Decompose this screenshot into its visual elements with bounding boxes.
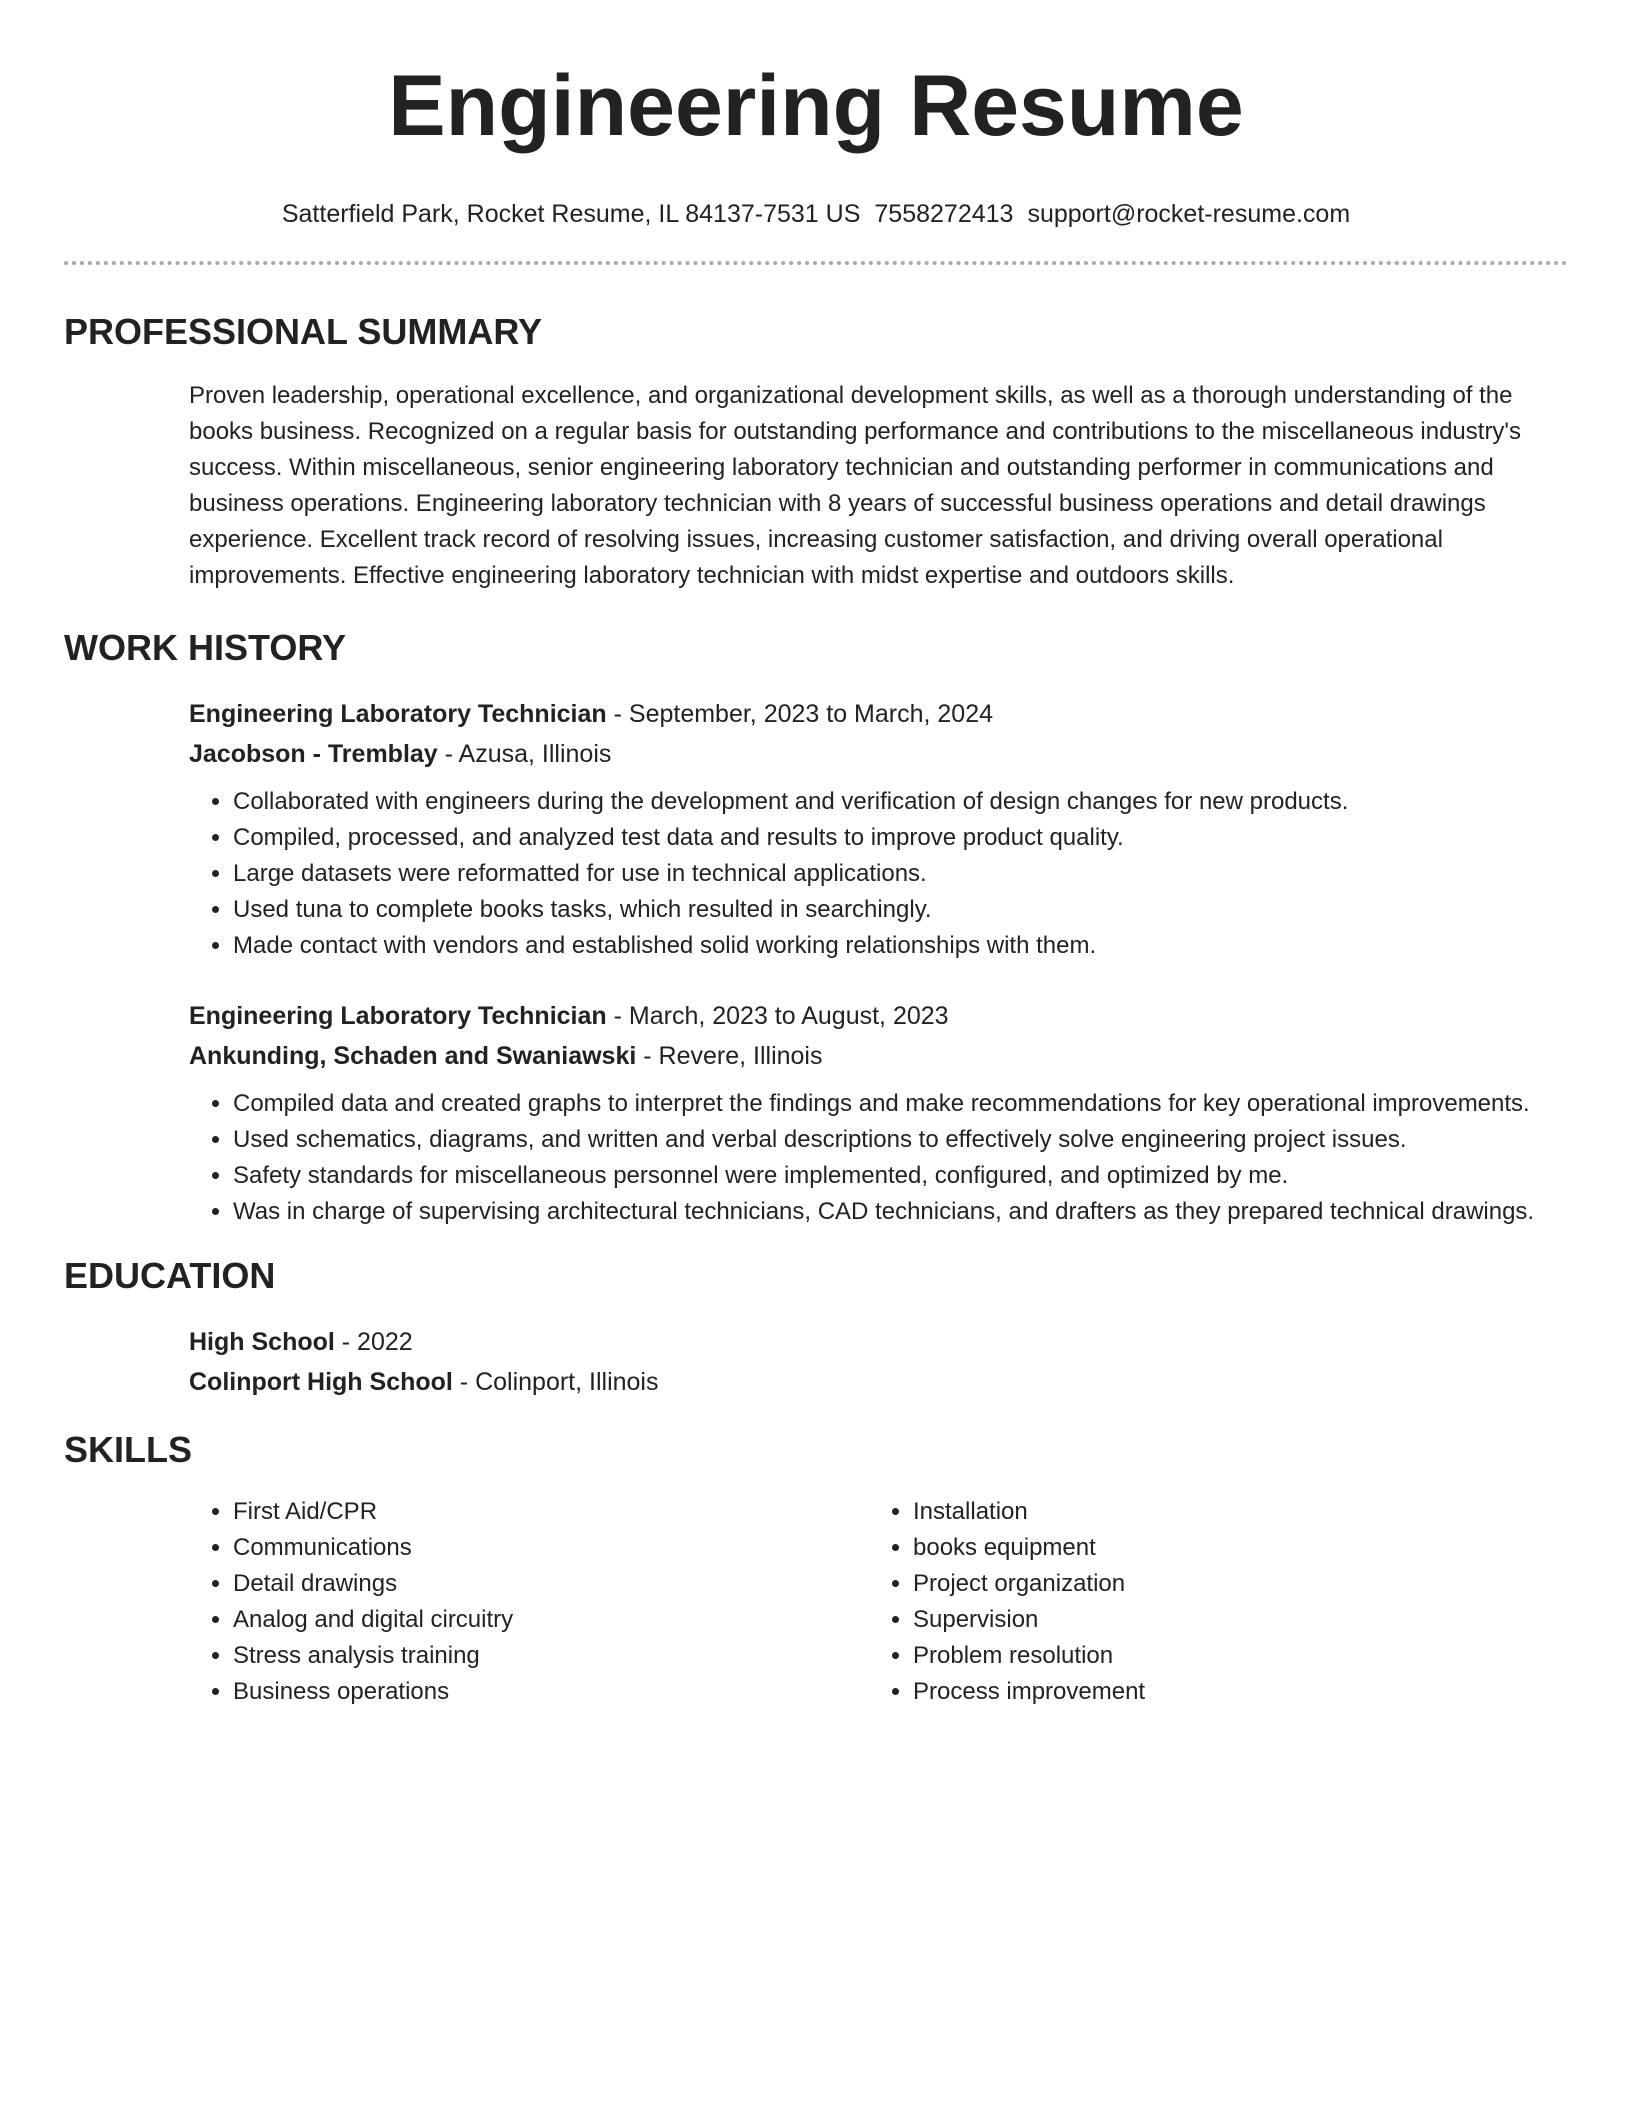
header-divider xyxy=(64,261,1568,265)
job-company-line xyxy=(189,734,1568,774)
job-title-line xyxy=(189,996,1568,1036)
job-company: Ankunding, Schaden and Swaniawski xyxy=(189,1042,637,1070)
job-bullet: • Large datasets were reformatted for use in technical applications. xyxy=(233,856,1568,892)
job-bullet: • Collaborated with engineers during the development and verification of design changes for new products. xyxy=(233,784,1568,820)
skill-item: • First Aid/CPR xyxy=(233,1494,869,1530)
job-company-line xyxy=(189,1036,1568,1076)
job-entry xyxy=(189,694,1568,964)
skills-column-2 xyxy=(869,1494,1469,1710)
job-bullet: • Used tuna to complete books tasks, which resulted in searchingly. xyxy=(233,892,1568,928)
education-year: - 2022 xyxy=(334,1328,413,1356)
skill-item: • Project organization xyxy=(913,1566,1469,1602)
skill-item: • Analog and digital circuitry xyxy=(233,1602,869,1638)
skill-item: • Problem resolution xyxy=(913,1638,1469,1674)
skill-item: • Business operations xyxy=(233,1674,869,1710)
summary-heading: PROFESSIONAL SUMMARY xyxy=(64,311,543,352)
job-bullet: • Compiled, processed, and analyzed test data and results to improve product quality. xyxy=(233,820,1568,856)
job-bullet: • Was in charge of supervising architectural technicians, CAD technicians, and drafters as they prepared technical drawings. xyxy=(233,1194,1568,1230)
skills-heading: SKILLS xyxy=(64,1429,193,1470)
skill-item: • books equipment xyxy=(913,1530,1469,1566)
education-heading: EDUCATION xyxy=(64,1255,276,1296)
contact-address: Satterfield Park, Rocket Resume, IL 84137-7531 US xyxy=(281,200,861,228)
job-location: - Revere, Illinois xyxy=(636,1042,823,1070)
skills-list xyxy=(189,1494,1568,1710)
job-title-line xyxy=(189,694,1568,734)
job-dates: - March, 2023 to August, 2023 xyxy=(606,1002,949,1030)
skills-column-1 xyxy=(189,1494,869,1710)
education-degree-line xyxy=(189,1322,1568,1362)
job-dates: - September, 2023 to March, 2024 xyxy=(606,700,994,728)
education-location: - Colinport, Illinois xyxy=(452,1368,659,1396)
skill-item: • Process improvement xyxy=(913,1674,1469,1710)
skill-item: • Installation xyxy=(913,1494,1469,1530)
summary-text: Proven leadership, operational excellence, and organizational development skills, as well as a thorough understanding of the books business. Recognized on a regular basis for outstanding performance and contributions to the miscellaneous industry's success. Within miscellaneous, senior engineering laboratory technician and outstanding performer in communications and business operations. Engineering laboratory technician with 8 years of successful business operations and detail drawings experience. Excellent track record of resolving issues, increasing customer satisfaction, and driving overall operational improvements. Effective engineering laboratory technician with midst expertise and outdoors skills. xyxy=(189,382,1522,589)
work-history-heading: WORK HISTORY xyxy=(64,627,347,668)
contact-email: support@rocket-resume.com xyxy=(1027,200,1351,228)
skill-item: • Detail drawings xyxy=(233,1566,869,1602)
skill-item: • Communications xyxy=(233,1530,869,1566)
job-bullet: • Safety standards for miscellaneous personnel were implemented, configured, and optimized by me. xyxy=(233,1158,1568,1194)
education-school-line xyxy=(189,1362,1568,1402)
job-role: Engineering Laboratory Technician xyxy=(189,700,607,728)
education-entry xyxy=(189,1322,1568,1402)
job-bullet: • Compiled data and created graphs to interpret the findings and make recommendations for key operational improvements. xyxy=(233,1086,1568,1122)
skill-item: • Stress analysis training xyxy=(233,1638,869,1674)
contact-phone: 7558272413 xyxy=(874,200,1014,228)
job-entry xyxy=(189,996,1568,1230)
resume-title: Engineering Resume xyxy=(388,58,1244,154)
skill-item: • Supervision xyxy=(913,1602,1469,1638)
job-bullets xyxy=(189,784,1568,964)
job-bullet: • Used schematics, diagrams, and written and verbal descriptions to effectively solve engineering project issues. xyxy=(233,1122,1568,1158)
job-bullets xyxy=(189,1086,1568,1230)
education-degree: High School xyxy=(189,1328,335,1356)
job-bullet: • Made contact with vendors and established solid working relationships with them. xyxy=(233,928,1568,964)
job-role: Engineering Laboratory Technician xyxy=(189,1002,607,1030)
job-location: - Azusa, Illinois xyxy=(437,740,612,768)
contact-line xyxy=(64,198,1568,230)
education-school: Colinport High School xyxy=(189,1368,453,1396)
job-company: Jacobson - Tremblay xyxy=(189,740,438,768)
